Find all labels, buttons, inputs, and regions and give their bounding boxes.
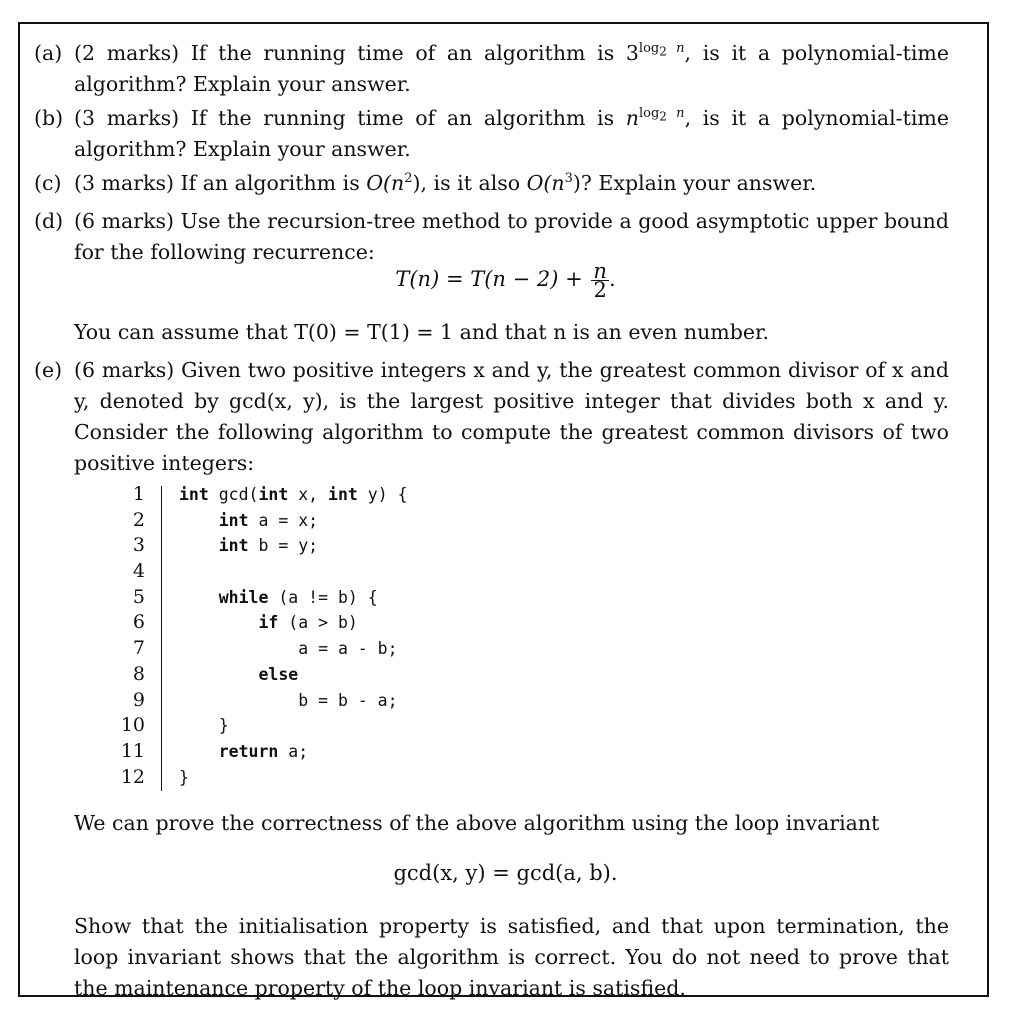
recurrence-equation: T(n) = T(n − 2) + $\frac{n}{2}$ . (395, 259, 616, 302)
question-d: (d) (6 marks) Use the recursion-tree method to provide a good asymptotic upper bound for the following recurrence: (34, 206, 949, 268)
question-b-marks: (3 marks) (74, 106, 180, 130)
line-number: 10 (120, 714, 145, 737)
code-text: } (179, 716, 229, 736)
question-a-label: (a) (34, 41, 63, 65)
code-text: int gcd(int x, int y) { (179, 485, 408, 504)
question-d-label: (d) (34, 209, 64, 233)
question-d-assumption: You can assume that T(0) = T(1) = 1 and that n is an even number. (74, 320, 770, 344)
question-c: (c) (3 marks) If an algorithm is $O(n^2)$, is it also $O(n^3)$? Explain your answer. (34, 168, 949, 199)
line-number: 7 (132, 637, 145, 660)
question-b: (b) (3 marks) If the running time of an algorithm is $n^{log_2 n}$, is it a polynomial-time algorithm? Explain your answer. (34, 103, 949, 165)
line-number: 11 (120, 739, 145, 762)
code-line-number-rule (161, 486, 162, 791)
code-text: int a = x; (179, 510, 319, 530)
line-number: 8 (132, 662, 145, 685)
line-number: 5 (132, 585, 145, 608)
code-text: return a; (179, 741, 309, 761)
question-c-label: (c) (34, 171, 62, 195)
fraction: $\frac{n}{2}$ (593, 259, 607, 302)
question-a-marks: (2 marks) (74, 41, 180, 65)
line-number: 6 (132, 611, 145, 634)
line-number: 1 (132, 483, 145, 505)
question-d-marks: (6 marks) (74, 209, 175, 233)
line-number: 2 (132, 508, 145, 531)
loop-invariant: gcd(x, y) = gcd(a, b). (393, 861, 618, 885)
line-number: 3 (132, 534, 145, 557)
question-e-label: (e) (34, 358, 63, 382)
code-text: if (a > b) (179, 613, 358, 633)
code-text: } (179, 767, 189, 787)
closing-instructions: Show that the initialisation property is satisfied, and that upon termination, the loop invariant shows that the algorithm is correct. You do not need to prove that the maintenance property of the loop invariant is satisfied. (74, 914, 949, 1000)
code-text: a = a - b; (179, 639, 398, 659)
question-c-marks: (3 marks) (74, 171, 174, 195)
question-e: (e) (6 marks) Given two positive integers x and y, the greatest common divisor of x and y, denoted by gcd(x, y), is the largest positive integer that divides both x and y. Consider the following algorithm to compute the greatest common divisors of two positive integers: (34, 355, 949, 479)
line-number: 12 (120, 765, 145, 788)
code-text: int b = y; (179, 536, 319, 556)
question-a: (a) (2 marks) If the running time of an algorithm is $3^{log_2 n}$, is it a polynomial-time algorithm? Explain your answer. (34, 38, 949, 100)
line-number: 9 (132, 688, 145, 711)
question-e-marks: (6 marks) (74, 358, 175, 382)
code-text: b = b - a; (179, 690, 398, 710)
code-text: else (179, 664, 299, 684)
question-b-label: (b) (34, 106, 64, 130)
proof-intro: We can prove the correctness of the above algorithm using the loop invariant (74, 811, 880, 835)
line-number: 4 (132, 560, 145, 583)
code-text: while (a != b) { (179, 587, 378, 607)
